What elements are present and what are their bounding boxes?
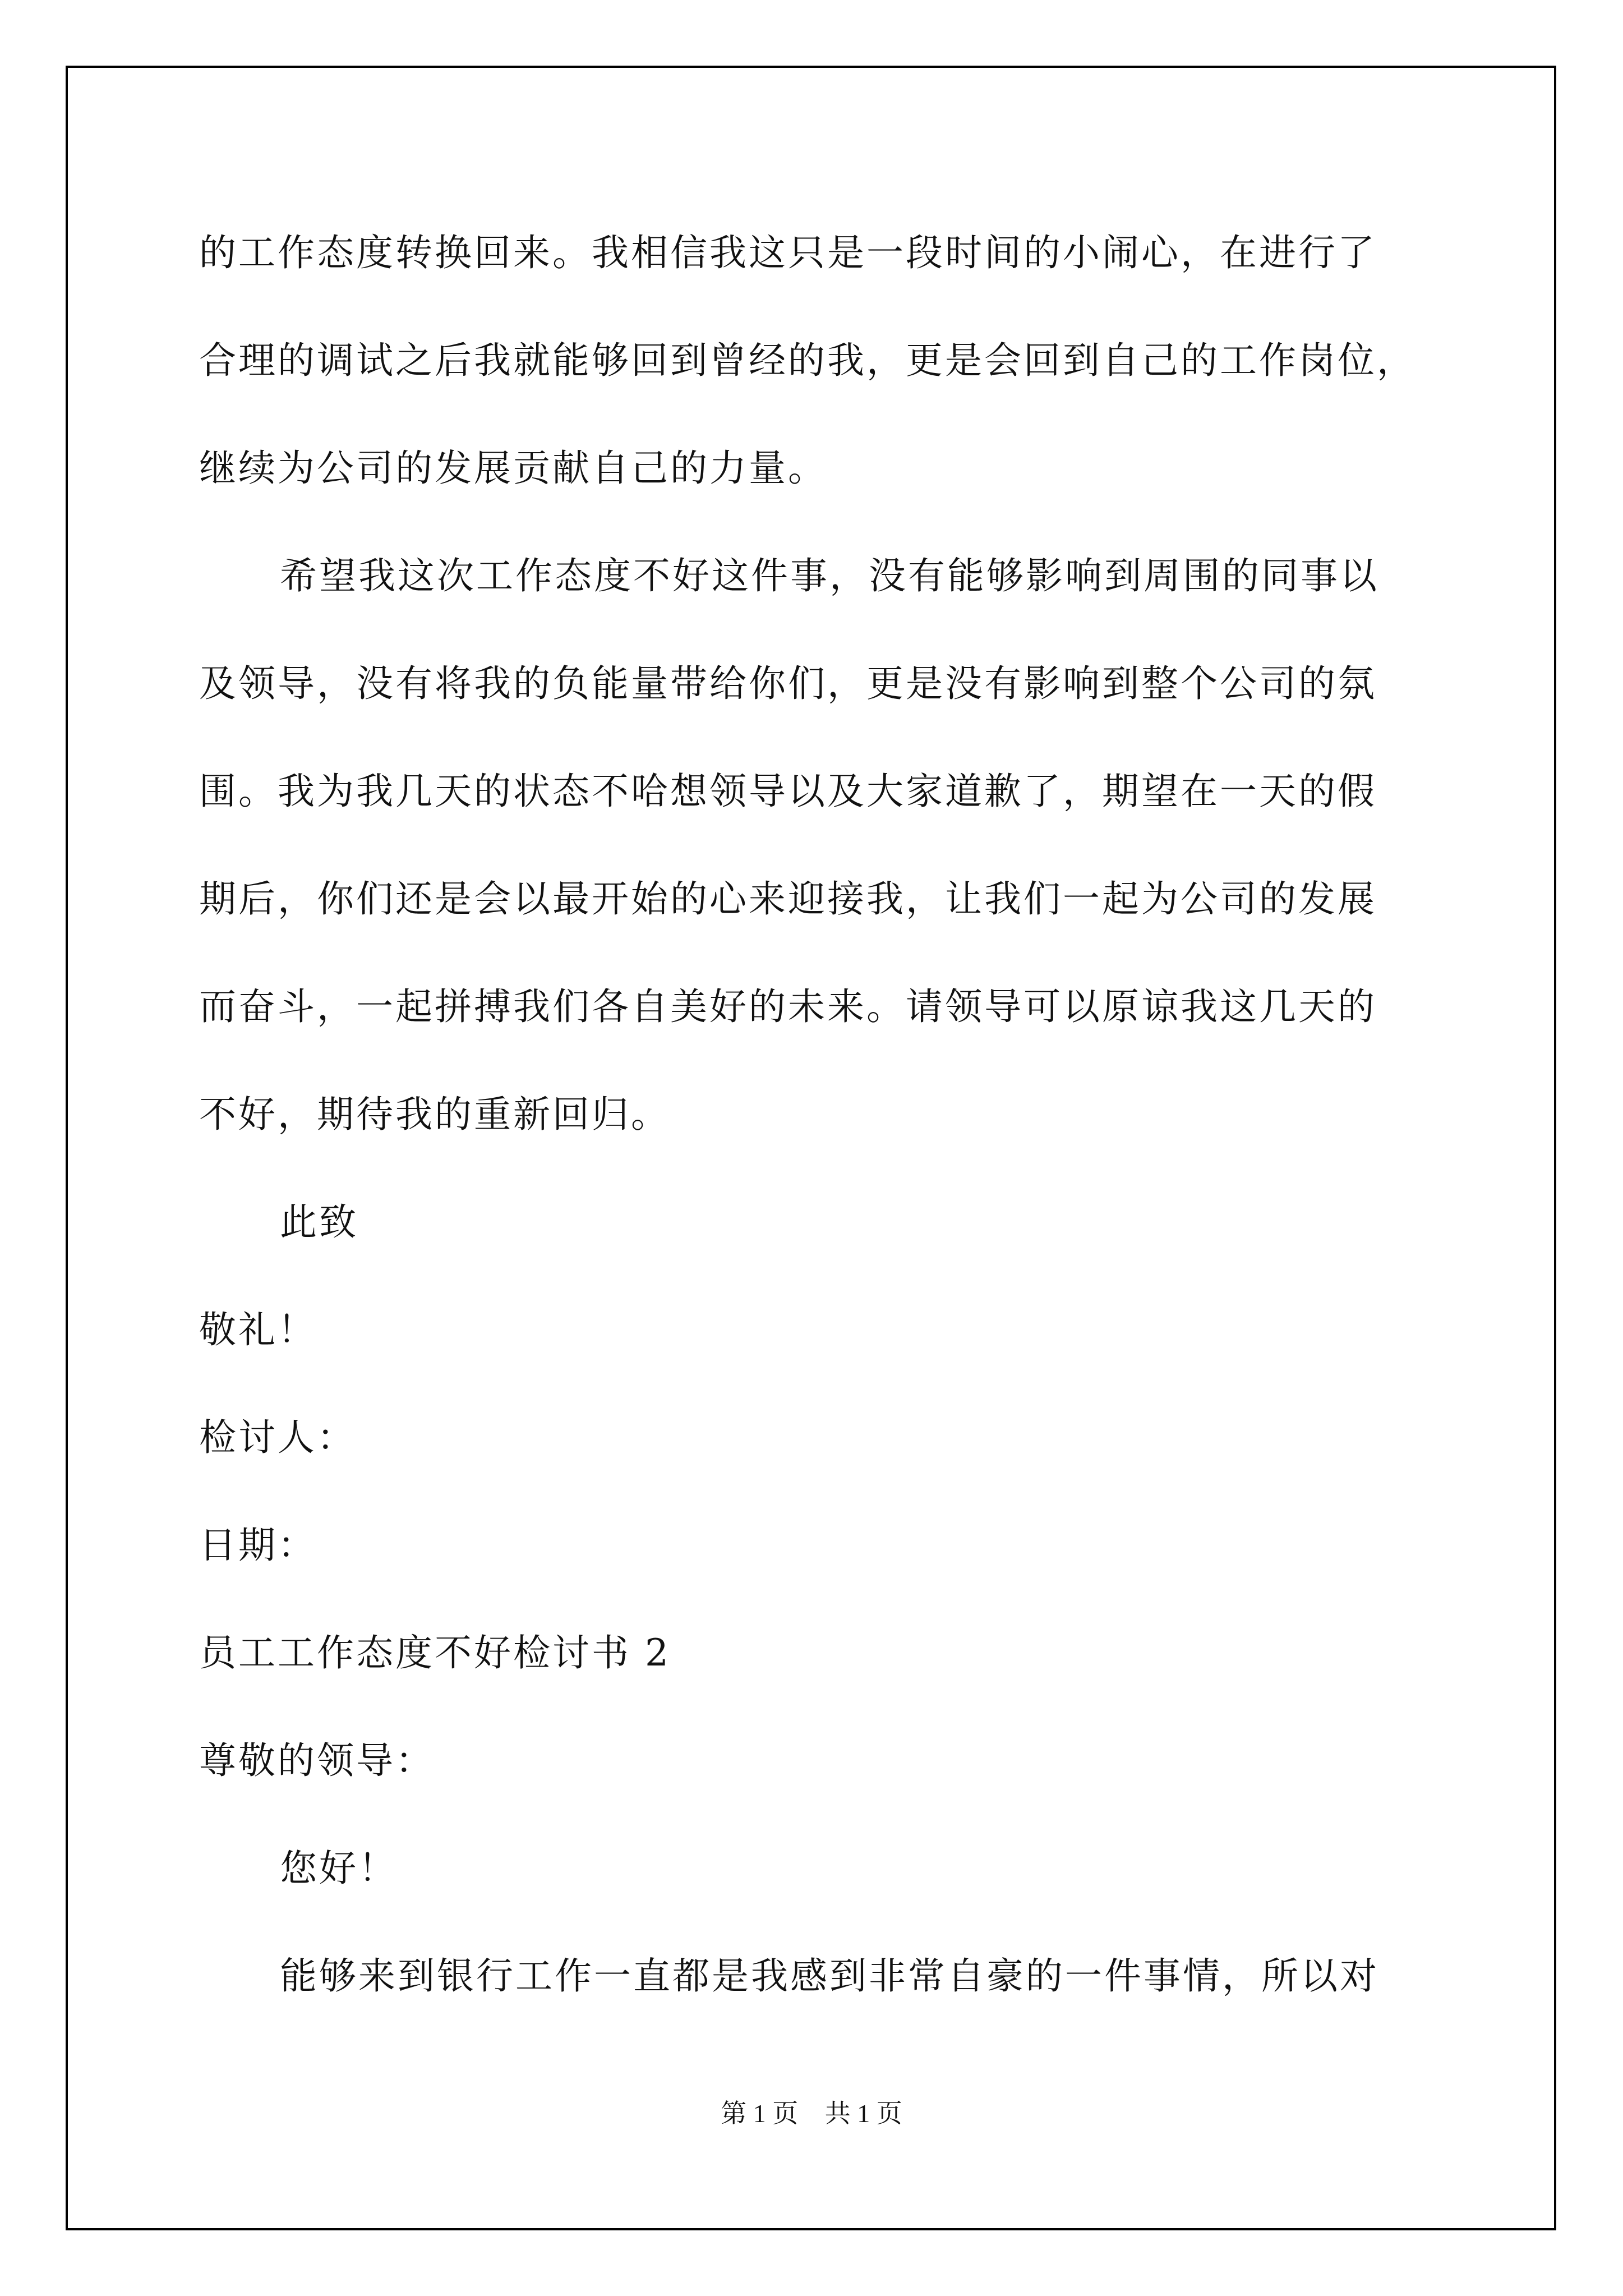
page-number: 第 1 页 [721, 2099, 799, 2128]
paragraph-line: 的工作态度转换回来。我相信我这只是一段时间的小闹心，在进行了 [199, 231, 1377, 274]
greeting-hello: 您好！ [280, 1847, 398, 1890]
paragraph-line: 及领导，没有将我的负能量带给你们，更是没有影响到整个公司的氛 [199, 662, 1377, 705]
paragraph-line: 希望我这次工作态度不好这件事，没有能够影响到周围的同事以 [280, 554, 1379, 597]
closing-regards: 敬礼！ [199, 1308, 317, 1351]
page-total: 共 1 页 [824, 2099, 902, 2128]
document-body [199, 199, 1433, 2030]
greeting-line: 尊敬的领导： [199, 1739, 435, 1782]
paragraph-line: 合理的调试之后我就能够回到曾经的我，更是会回到自己的工作岗位， [199, 339, 1416, 382]
paragraph-line: 能够来到银行工作一直都是我感到非常自豪的一件事情，所以对 [280, 1954, 1379, 1998]
paragraph-line: 而奋斗，一起拼搏我们各自美好的未来。请领导可以原谅我这几天的 [199, 985, 1377, 1028]
signature-line: 检讨人： [199, 1416, 356, 1459]
closing-salutation: 此致 [280, 1200, 358, 1244]
paragraph-line: 不好，期待我的重新回归。 [199, 1093, 670, 1136]
date-line: 日期： [199, 1524, 317, 1567]
section-title: 员工工作态度不好检讨书 2 [199, 1631, 671, 1674]
paragraph-line: 期后，你们还是会以最开始的心来迎接我，让我们一起为公司的发展 [199, 877, 1377, 921]
page-footer [0, 2097, 1623, 2131]
paragraph-line: 围。我为我几天的状态不哈想领导以及大家道歉了，期望在一天的假 [199, 770, 1377, 813]
paragraph-line: 继续为公司的发展贡献自己的力量。 [199, 447, 827, 490]
